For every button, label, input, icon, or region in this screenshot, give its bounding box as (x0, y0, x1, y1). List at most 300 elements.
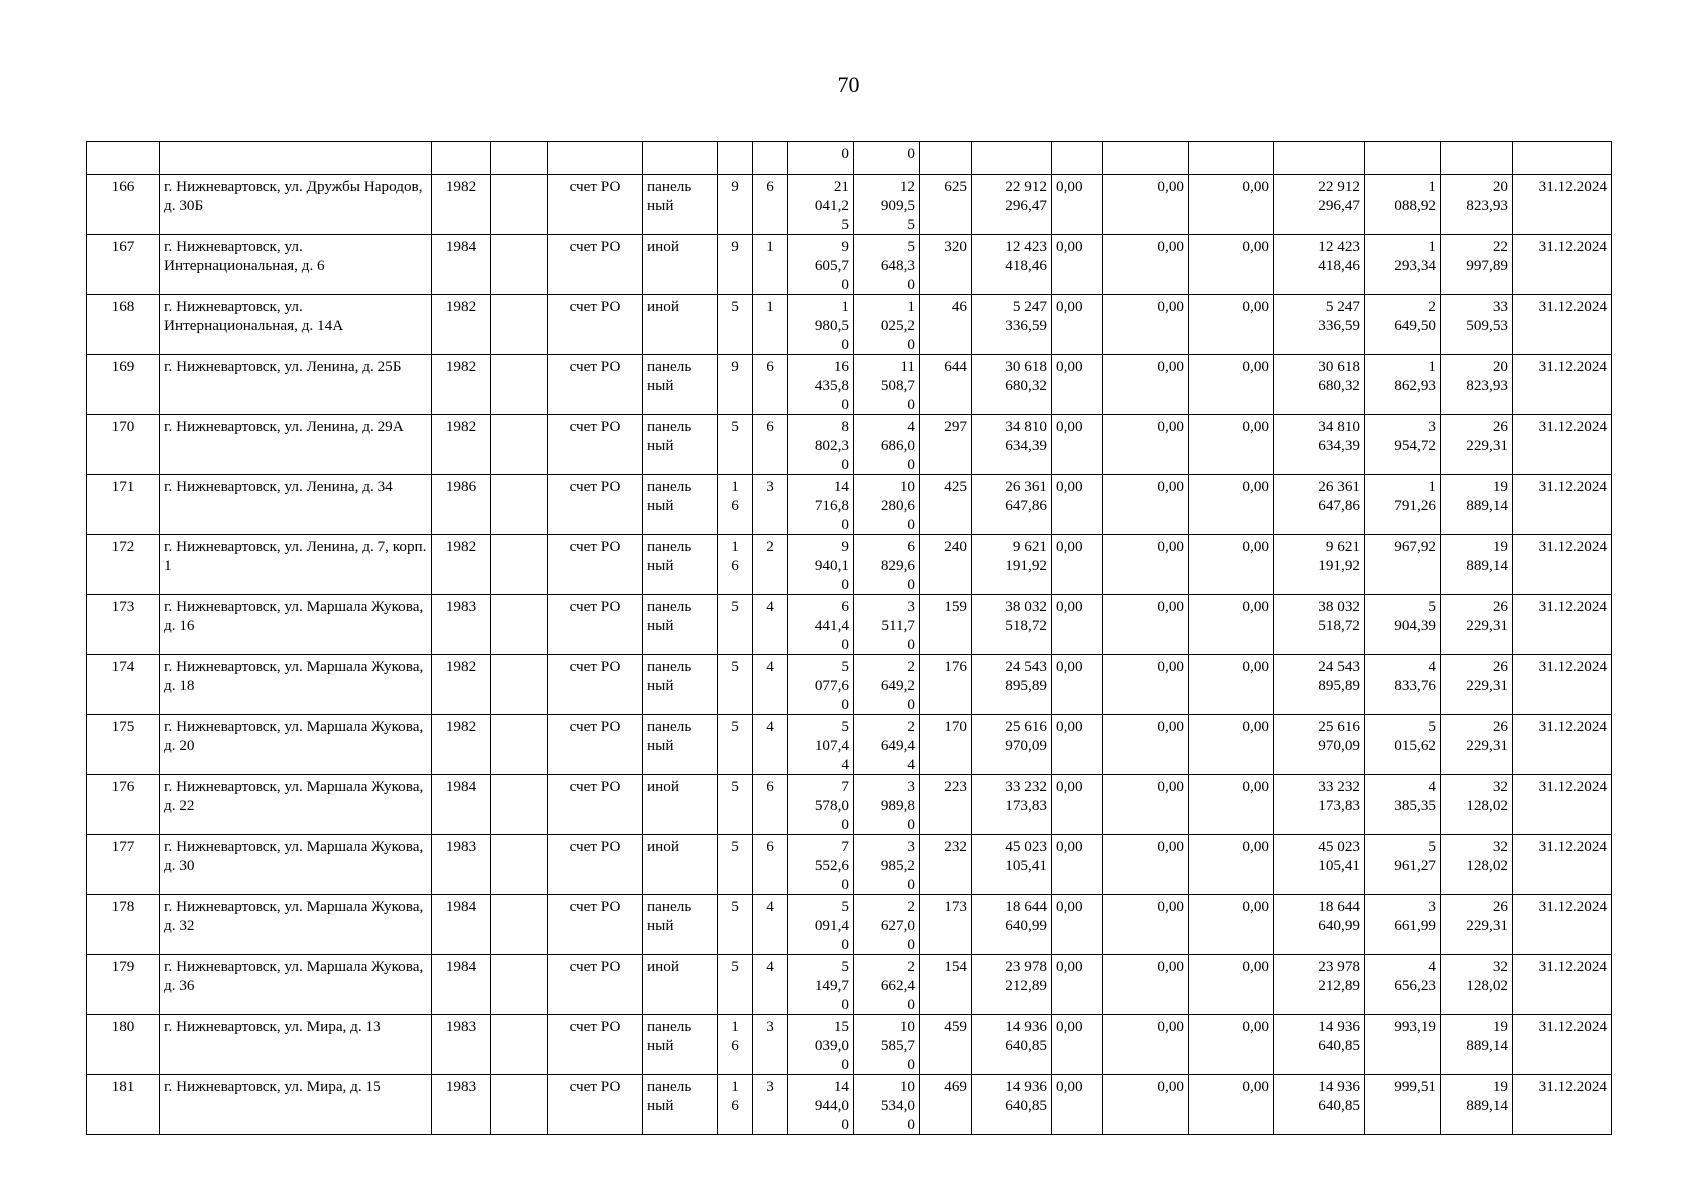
table-row (87, 595, 1612, 655)
cell-year: 1984 (432, 775, 491, 835)
cell-area-living (854, 775, 920, 835)
cell-date: 31.12.2024 (1513, 1075, 1612, 1135)
cell-cost-total-line: 22 912 (1005, 178, 1047, 195)
cell-value-3: 0,00 (1189, 895, 1274, 955)
cell-area-living (854, 175, 920, 235)
cell-max-cost-line: 32 (1492, 958, 1508, 975)
cell-wall-material-line: панель (647, 598, 692, 615)
cell-unit-cost-line: 656,23 (1394, 977, 1436, 994)
cell-area-total-line: 716,8 (814, 497, 849, 514)
cell-floors (718, 295, 753, 355)
cell-area-total-line: 0 (841, 876, 849, 893)
cell-value-3: 0,00 (1189, 415, 1274, 475)
cell-max-cost-line: 823,93 (1466, 197, 1508, 214)
cell-max-cost-line: 26 (1492, 658, 1508, 675)
cell-area-living (854, 535, 920, 595)
cell-area-living-line: 0 (907, 516, 915, 533)
cell-cost-total-line: 23 978 (1005, 958, 1047, 975)
cell-area-living-line: 6 (907, 538, 915, 555)
cell-area-living-line: 0 (907, 1116, 915, 1133)
cell-value-4-line: 26 361 (1318, 478, 1360, 495)
cell-value-2: 0,00 (1103, 715, 1189, 775)
cell-max-cost (1441, 535, 1513, 595)
cell-residents: 232 (920, 835, 972, 895)
cell-floors (718, 595, 753, 655)
cell-wall-material-line: иной (647, 958, 679, 975)
cell-address: г. Нижневартовск, ул. Маршала Жукова, д. 36 (160, 955, 432, 1015)
cell-value-2: 0,00 (1103, 535, 1189, 595)
cell-cost-total-line: 173,83 (1005, 797, 1047, 814)
cell-cost-total-line: 14 936 (1005, 1078, 1047, 1095)
cell-unit-cost-line: 4 (1428, 778, 1436, 795)
cell-row-number: 173 (87, 595, 160, 655)
cell-address: г. Нижневартовск, ул. Маршала Жукова, д. 22 (160, 775, 432, 835)
cell-area-total-line: 14 (833, 1078, 849, 1095)
cell-value-1: 0,00 (1052, 775, 1103, 835)
table-row (87, 1075, 1612, 1135)
cell-value-3: 0,00 (1189, 595, 1274, 655)
cell-max-cost-line: 22 (1492, 238, 1508, 255)
cell-empty (491, 1015, 548, 1075)
cell-unit-cost-line: 015,62 (1394, 737, 1436, 754)
cell-unit-cost (1365, 1075, 1441, 1135)
cell-unit-cost-line: 1 (1428, 358, 1436, 375)
cell-wall-material-line: ный (647, 677, 674, 694)
cell-wall-material-line: ный (647, 557, 674, 574)
cell-address: г. Нижневартовск, ул. Маршала Жукова, д. 30 (160, 835, 432, 895)
cell-floors (718, 175, 753, 235)
cell-area-total (788, 715, 854, 775)
cell-unit-cost (1365, 415, 1441, 475)
cell-area-total (788, 655, 854, 715)
cell-date: 31.12.2024 (1513, 895, 1612, 955)
cell-value-3: 0,00 (1189, 535, 1274, 595)
cell-residents: 176 (920, 655, 972, 715)
cell-unit-cost (1365, 235, 1441, 295)
cell-date: 31.12.2024 (1513, 715, 1612, 775)
cell-wall-material-line: панель (647, 418, 692, 435)
cell-unit-cost (1365, 835, 1441, 895)
cell-wall-material-line: ный (647, 497, 674, 514)
cell-area-total (788, 535, 854, 595)
cell-unit-cost-line: 1 (1428, 178, 1436, 195)
cell-value-4 (1274, 475, 1365, 535)
page-number: 70 (837, 72, 860, 97)
cell-area-total-line: 0 (841, 1116, 849, 1133)
cell-cost-total (972, 235, 1052, 295)
cell-value-4-line: 14 936 (1318, 1018, 1360, 1035)
cell-date: 31.12.2024 (1513, 475, 1612, 535)
cell-residents: 425 (920, 475, 972, 535)
cell-floors (718, 1075, 753, 1135)
cell-area-living-line: 11 (900, 358, 915, 375)
cell-value-3: 0,00 (1189, 955, 1274, 1015)
cell-area-living-line: 10 (899, 478, 915, 495)
cell-area-living-line: 0 (907, 876, 915, 893)
cell-area-living (854, 1075, 920, 1135)
cell-area-total-line: 802,3 (814, 437, 849, 454)
cell-date: 31.12.2024 (1513, 235, 1612, 295)
cell-value-1: 0,00 (1052, 955, 1103, 1015)
cell-value-4-line: 895,89 (1318, 677, 1360, 694)
cell-entrances: 6 (753, 355, 788, 415)
cell-area-total-line: 5 (841, 898, 849, 915)
cell-floors (718, 535, 753, 595)
cell-area-total (788, 475, 854, 535)
cell-max-cost-line: 889,14 (1466, 1037, 1508, 1054)
cell-cost-total-line: 970,09 (1005, 737, 1047, 754)
cell-address: г. Нижневартовск, ул. Ленина, д. 34 (160, 475, 432, 535)
cell-value-4-line: 33 232 (1318, 778, 1360, 795)
cell-area-total-line: 107,4 (814, 737, 849, 754)
cell-wall-material (643, 715, 718, 775)
cell-unit-cost (1365, 895, 1441, 955)
cell-residents: 459 (920, 1015, 972, 1075)
cell-area-living-line: 829,6 (880, 557, 915, 574)
cell-fund: счет РО (548, 535, 643, 595)
cell-value-4-line: 5 247 (1325, 298, 1360, 315)
cell-unit-cost-line: 2 (1428, 298, 1436, 315)
cell-residents: 159 (920, 595, 972, 655)
cell-wall-material (643, 475, 718, 535)
cell-value-4 (1274, 355, 1365, 415)
cell-date: 31.12.2024 (1513, 655, 1612, 715)
cell-cost-total-line: 336,59 (1005, 317, 1047, 334)
cell-row-number: 169 (87, 355, 160, 415)
cell-area-living-line: 0 (907, 636, 915, 653)
cell-area-total-line: 0 (841, 1056, 849, 1073)
cell-floors-line: 5 (731, 898, 739, 915)
cell-entrances: 6 (753, 175, 788, 235)
cell-wall-material-line: ный (647, 1097, 674, 1114)
cell-value-2: 0,00 (1103, 1015, 1189, 1075)
table-row (87, 175, 1612, 235)
cell-value-4-line: 173,83 (1318, 797, 1360, 814)
cell-value-4 (1274, 175, 1365, 235)
cell-area-total (788, 415, 854, 475)
cell-area-living-line: 989,8 (880, 797, 915, 814)
table-row (87, 355, 1612, 415)
cell-year: 1982 (432, 655, 491, 715)
cell-row-number: 180 (87, 1015, 160, 1075)
cell-residents: 240 (920, 535, 972, 595)
cell-wall-material-line: панель (647, 1078, 692, 1095)
cell-area-living-line: 0 (907, 396, 915, 413)
cell-floors (718, 835, 753, 895)
cell-wall-material (643, 175, 718, 235)
cell-area-living-line: 511,7 (881, 617, 915, 634)
table-row (87, 895, 1612, 955)
cell-floors-line: 6 (731, 1097, 739, 1114)
cell-area-living-line: 0 (907, 996, 915, 1013)
cell-empty (491, 175, 548, 235)
cell-floors (718, 1015, 753, 1075)
cell-fund: счет РО (548, 895, 643, 955)
cell-value-3: 0,00 (1189, 355, 1274, 415)
cell-area-living-line: 10 (899, 1018, 915, 1035)
cell-fund: счет РО (548, 1075, 643, 1135)
cell-value-4-line: 30 618 (1318, 358, 1360, 375)
cell-area-total-line: 5 (841, 958, 849, 975)
cell-fund: счет РО (548, 175, 643, 235)
cell-wall-material (643, 1075, 718, 1135)
cell-fund: счет РО (548, 835, 643, 895)
cell-cost-total-line: 418,46 (1005, 257, 1047, 274)
cell-wall-material (643, 355, 718, 415)
cell-floors-line: 6 (731, 497, 739, 514)
cell-unit-cost (1365, 775, 1441, 835)
cell-area-total-line: 0 (841, 336, 849, 353)
cell-entrances: 6 (753, 775, 788, 835)
cell-max-cost (1441, 475, 1513, 535)
cell-empty (491, 895, 548, 955)
cell-unit-cost (1365, 175, 1441, 235)
cell-residents: 297 (920, 415, 972, 475)
cell-year: 1982 (432, 355, 491, 415)
cell-value-2: 0,00 (1103, 355, 1189, 415)
cell-wall-material-line: ный (647, 197, 674, 214)
cell-area-living-line: 3 (907, 598, 915, 615)
cell-wall-material-line: ный (647, 917, 674, 934)
cell-area-living-line: 280,6 (880, 497, 915, 514)
cell-value-4-line: 418,46 (1318, 257, 1360, 274)
cell-value-4 (1274, 835, 1365, 895)
cell-area-total (788, 235, 854, 295)
cell-unit-cost-line: 1 (1428, 238, 1436, 255)
cell-area-total-line: 578,0 (814, 797, 849, 814)
cell-value-1: 0,00 (1052, 1075, 1103, 1135)
cell-floors-line: 5 (731, 718, 739, 735)
cell-value-2: 0,00 (1103, 775, 1189, 835)
cell-wall-material-line: иной (647, 778, 679, 795)
cell-area-total-line: 0 (841, 576, 849, 593)
cell-empty (491, 835, 548, 895)
cell-floors-line: 6 (731, 1037, 739, 1054)
cell-max-cost-line: 32 (1492, 838, 1508, 855)
cell-area-total-line: 7 (841, 838, 849, 855)
cell-area-total-line: 9 (841, 238, 849, 255)
cell-row-number: 175 (87, 715, 160, 775)
cell-wall-material (643, 235, 718, 295)
cell-area-living-line: 649,2 (880, 677, 915, 694)
cell-value-4-line: 634,39 (1318, 437, 1360, 454)
cell-value-1: 0,00 (1052, 715, 1103, 775)
cell-area-total-line: 149,7 (814, 977, 849, 994)
cell-area-total: 0 (788, 142, 854, 175)
cell-entrances: 1 (753, 235, 788, 295)
cell-unit-cost-line: 999,51 (1394, 1078, 1436, 1095)
cell-wall-material-line: ный (647, 617, 674, 634)
cell-address: г. Нижневартовск, ул. Ленина, д. 29А (160, 415, 432, 475)
cell-max-cost (1441, 415, 1513, 475)
cell-area-total-line: 0 (841, 516, 849, 533)
cell-year: 1982 (432, 535, 491, 595)
cell-cost-total-line: 18 644 (1005, 898, 1047, 915)
cell-value-4-line: 24 543 (1318, 658, 1360, 675)
cell-max-cost-line: 823,93 (1466, 377, 1508, 394)
cell-cost-total-line: 634,39 (1005, 437, 1047, 454)
cell-value-1: 0,00 (1052, 535, 1103, 595)
cell-wall-material-line: панель (647, 538, 692, 555)
cell-area-total-line: 0 (841, 636, 849, 653)
cell-value-4 (1274, 1015, 1365, 1075)
cell-year: 1983 (432, 1075, 491, 1135)
cell-value-1: 0,00 (1052, 235, 1103, 295)
cell-floors (718, 475, 753, 535)
cell-area-total-line: 0 (841, 936, 849, 953)
cell-floors-line: 5 (731, 598, 739, 615)
cell-value-1: 0,00 (1052, 655, 1103, 715)
cell-unit-cost-line: 4 (1428, 658, 1436, 675)
cell-cost-total-line: 105,41 (1005, 857, 1047, 874)
cell-wall-material-line: иной (647, 838, 679, 855)
cell-cost-total-line: 647,86 (1005, 497, 1047, 514)
cell-unit-cost (1365, 955, 1441, 1015)
cell-area-total (788, 175, 854, 235)
cell-unit-cost (1365, 355, 1441, 415)
cell-max-cost-line: 229,31 (1466, 917, 1508, 934)
cell-unit-cost-line: 385,35 (1394, 797, 1436, 814)
cell-cost-total-line: 14 936 (1005, 1018, 1047, 1035)
continuation-row (87, 142, 1612, 175)
cell-date: 31.12.2024 (1513, 1015, 1612, 1075)
table-row (87, 415, 1612, 475)
cell-area-total-line: 15 (833, 1018, 849, 1035)
cell-value-4-line: 34 810 (1318, 418, 1360, 435)
cell-unit-cost-line: 5 (1428, 718, 1436, 735)
cell-max-cost (1441, 895, 1513, 955)
cell-area-living-line: 10 (899, 1078, 915, 1095)
cell-area-living (854, 1015, 920, 1075)
cell-area-living-line: 3 (907, 838, 915, 855)
cell-date: 31.12.2024 (1513, 295, 1612, 355)
cell-cost-total (972, 835, 1052, 895)
cell-wall-material (643, 295, 718, 355)
cell-value-4-line: 9 621 (1325, 538, 1360, 555)
cell-max-cost-line: 20 (1492, 358, 1508, 375)
cell-date: 31.12.2024 (1513, 595, 1612, 655)
cell-area-total (788, 1015, 854, 1075)
cell-floors-line: 6 (731, 557, 739, 574)
cell-area-living-line: 5 (907, 238, 915, 255)
cell-area-total-line: 077,6 (814, 677, 849, 694)
cell-empty (491, 295, 548, 355)
cell-fund: счет РО (548, 715, 643, 775)
cell-value-4-line: 14 936 (1318, 1078, 1360, 1095)
cell-fund: счет РО (548, 595, 643, 655)
cell-value-2: 0,00 (1103, 895, 1189, 955)
cell-area-total-line: 14 (833, 478, 849, 495)
cell-area-living-line: 0 (907, 696, 915, 713)
cell-floors (718, 715, 753, 775)
cell-area-living: 0 (854, 142, 920, 175)
cell-wall-material-line: ный (647, 377, 674, 394)
cell-area-total-line: 944,0 (814, 1097, 849, 1114)
cell-area-total-line: 0 (841, 696, 849, 713)
cell-address: г. Нижневартовск, ул. Ленина, д. 25Б (160, 355, 432, 415)
cell-date: 31.12.2024 (1513, 535, 1612, 595)
cell-value-4 (1274, 655, 1365, 715)
cell-area-total (788, 1075, 854, 1135)
cell-area-living (854, 595, 920, 655)
table-body (87, 142, 1612, 1135)
cell-floors-line: 5 (731, 778, 739, 795)
cell-floors-line: 5 (731, 298, 739, 315)
cell-value-1: 0,00 (1052, 415, 1103, 475)
cell-max-cost (1441, 655, 1513, 715)
cell-area-total-line: 6 (841, 598, 849, 615)
cell-area-living (854, 235, 920, 295)
cell-value-3: 0,00 (1189, 715, 1274, 775)
cell-cost-total (972, 655, 1052, 715)
cell-wall-material-line: панель (647, 898, 692, 915)
cell-wall-material-line: панель (647, 718, 692, 735)
cell-unit-cost-line: 5 (1428, 838, 1436, 855)
table-row (87, 955, 1612, 1015)
cell-residents: 625 (920, 175, 972, 235)
cell-max-cost (1441, 295, 1513, 355)
cell-address: г. Нижневартовск, ул. Мира, д. 13 (160, 1015, 432, 1075)
cell-max-cost-line: 509,53 (1466, 317, 1508, 334)
cell-value-4 (1274, 415, 1365, 475)
cell-cost-total-line: 45 023 (1005, 838, 1047, 855)
cell-fund: счет РО (548, 775, 643, 835)
cell-residents: 644 (920, 355, 972, 415)
cell-cost-total (972, 955, 1052, 1015)
cell-fund: счет РО (548, 955, 643, 1015)
cell-value-4-line: 518,72 (1318, 617, 1360, 634)
cell-entrances: 3 (753, 475, 788, 535)
cell-value-2: 0,00 (1103, 295, 1189, 355)
cell-wall-material-line: панель (647, 478, 692, 495)
cell-date: 31.12.2024 (1513, 355, 1612, 415)
cell-value-4-line: 45 023 (1318, 838, 1360, 855)
cell-unit-cost (1365, 655, 1441, 715)
cell-max-cost-line: 229,31 (1466, 737, 1508, 754)
cell-cost-total (972, 295, 1052, 355)
cell-wall-material (643, 835, 718, 895)
cell-max-cost-line: 128,02 (1466, 977, 1508, 994)
cell-floors-line: 9 (731, 358, 739, 375)
cell-max-cost (1441, 835, 1513, 895)
cell-address: г. Нижневартовск, ул. Маршала Жукова, д. 20 (160, 715, 432, 775)
cell-value-2: 0,00 (1103, 1075, 1189, 1135)
cell-empty (491, 715, 548, 775)
cell-area-total-line: 0 (841, 276, 849, 293)
cell-value-4-line: 38 032 (1318, 598, 1360, 615)
cell-max-cost-line: 19 (1492, 538, 1508, 555)
cell-entrances: 2 (753, 535, 788, 595)
cell-area-total-line: 435,8 (814, 377, 849, 394)
cell-area-total-line: 552,6 (814, 857, 849, 874)
cell-unit-cost (1365, 475, 1441, 535)
cell-cost-total-line: 30 618 (1005, 358, 1047, 375)
cell-value-2: 0,00 (1103, 595, 1189, 655)
cell-area-total-line: 21 (833, 178, 849, 195)
cell-max-cost-line: 128,02 (1466, 797, 1508, 814)
table-row (87, 715, 1612, 775)
cell-entrances: 6 (753, 835, 788, 895)
cell-row-number: 166 (87, 175, 160, 235)
cell-area-total-line: 0 (841, 396, 849, 413)
cell-address: г. Нижневартовск, ул. Мира, д. 15 (160, 1075, 432, 1135)
cell-wall-material-line: панель (647, 658, 692, 675)
cell-max-cost-line: 32 (1492, 778, 1508, 795)
cell-value-3: 0,00 (1189, 655, 1274, 715)
cell-year: 1982 (432, 715, 491, 775)
table-row (87, 775, 1612, 835)
cell-value-4-line: 640,99 (1318, 917, 1360, 934)
